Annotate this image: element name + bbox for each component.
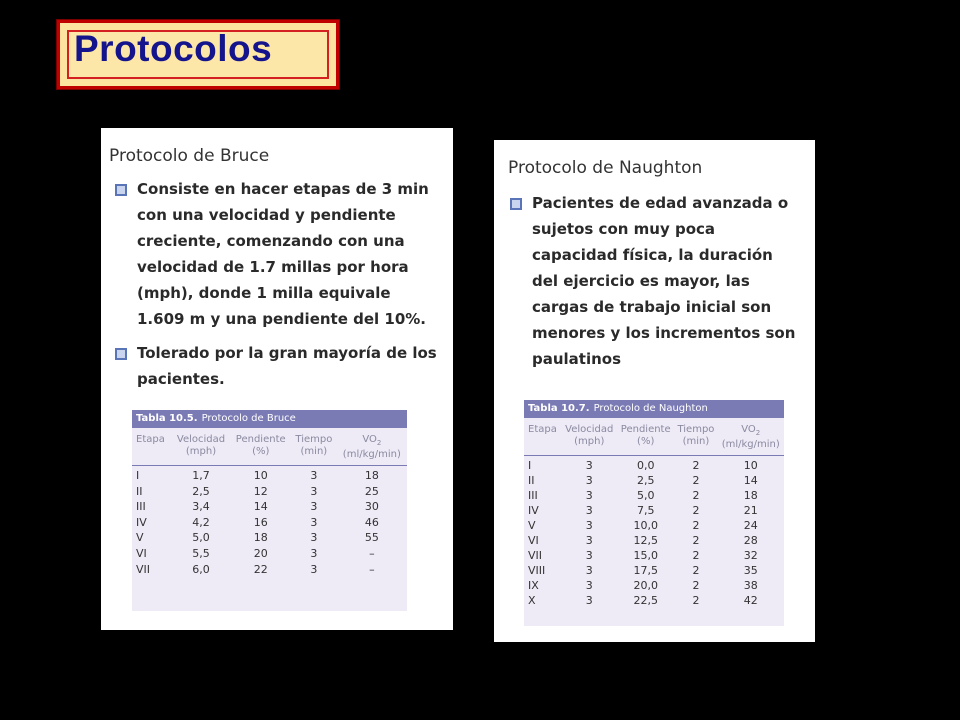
- table-cell: 55: [364, 531, 379, 545]
- table-cell: 3: [310, 562, 318, 576]
- bullet-text: Consiste en hacer etapas de 3 min con una velocidad y pendiente creciente, comenzando con una velocidad de 1.7 millas por hora (mph), donde 1 milla equivale 1.609 m y una pendiente del 10%.: [137, 180, 429, 328]
- table-cell: 16: [253, 515, 268, 529]
- table-cell: 18: [743, 489, 758, 502]
- table-row: [132, 530, 407, 546]
- table-caption-text: Protocolo de Naughton: [593, 403, 708, 414]
- title-box: [57, 20, 339, 89]
- table-cell: 2: [692, 594, 700, 607]
- table-cell: IX: [528, 579, 539, 592]
- table-cell: 2: [692, 504, 700, 517]
- table-cell: I: [528, 459, 532, 472]
- naughton-bullet-list: [508, 190, 803, 380]
- bruce-bullet: [113, 176, 438, 332]
- table-cell: 3: [585, 549, 593, 562]
- column-name: Tiempo: [677, 424, 715, 435]
- naughton-heading: Protocolo de Naughton: [508, 158, 703, 178]
- table-cell: 35: [743, 564, 758, 577]
- table-row: [524, 578, 784, 593]
- column-header: [617, 418, 674, 456]
- table-cell: 14: [253, 500, 268, 514]
- table-cell: 28: [743, 534, 758, 547]
- table-cell: V: [136, 531, 144, 545]
- table-cell: IV: [528, 504, 539, 517]
- column-header: [230, 428, 291, 466]
- table-cell: 3,4: [192, 500, 210, 514]
- table-cell: 25: [364, 484, 379, 498]
- naughton-bullet: [508, 190, 803, 372]
- table-cell: 3: [310, 500, 318, 514]
- table-row: [132, 515, 407, 531]
- naughton-panel: [494, 140, 815, 642]
- table-cell: 3: [585, 504, 593, 517]
- table-row: [524, 533, 784, 548]
- data-table: [132, 428, 407, 577]
- table-row: [132, 562, 407, 578]
- column-header: [524, 418, 561, 456]
- column-name: Pendiente: [235, 434, 286, 445]
- column-unit: (%): [252, 446, 270, 457]
- table-cell: VI: [528, 534, 539, 547]
- table-cell: II: [136, 484, 143, 498]
- table-cell: VII: [136, 562, 151, 576]
- table-number: Tabla 10.5.: [136, 413, 198, 424]
- table-body: [524, 418, 784, 626]
- bruce-bullet-list: [113, 176, 438, 400]
- table-cell: 10,0: [633, 519, 658, 532]
- table-cell: 2: [692, 579, 700, 592]
- table-row: [524, 563, 784, 578]
- table-caption: [524, 400, 784, 418]
- table-row: [524, 456, 784, 474]
- table-cell: 46: [364, 515, 379, 529]
- column-header: [674, 418, 717, 456]
- table-caption: [132, 410, 407, 428]
- table-cell: 24: [743, 519, 758, 532]
- table-number: Tabla 10.7.: [528, 403, 590, 414]
- table-cell: 38: [743, 579, 758, 592]
- table-cell: 2: [692, 519, 700, 532]
- table-cell: 3: [585, 534, 593, 547]
- table-row: [524, 473, 784, 488]
- slide-title: Protocolos: [74, 28, 273, 69]
- table-row: [132, 499, 407, 515]
- table-cell: 20: [253, 546, 268, 560]
- table-row: [524, 518, 784, 533]
- table-row: [132, 466, 407, 484]
- column-name: VO: [741, 424, 756, 435]
- table-cell: 22: [253, 562, 268, 576]
- table-cell: 3: [310, 469, 318, 482]
- table-cell: 3: [585, 594, 593, 607]
- table-cell: –: [369, 562, 375, 576]
- table-cell: 7,5: [636, 504, 655, 517]
- column-name: Etapa: [528, 424, 557, 435]
- table-row: [524, 488, 784, 503]
- bullet-text: Tolerado por la gran mayoría de los pacientes.: [137, 344, 437, 388]
- column-name: VO: [362, 434, 377, 445]
- column-header: $VO_2$ (ml/kg/min): [718, 418, 785, 456]
- column-unit: (ml/kg/min): [721, 439, 780, 450]
- table-cell: VIII: [528, 564, 546, 577]
- column-header: [561, 418, 617, 456]
- table-row: [524, 593, 784, 608]
- table-cell: 10: [253, 469, 268, 482]
- table-cell: 42: [743, 594, 758, 607]
- bullet-text: Pacientes de edad avanzada o sujetos con muy poca capacidad física, la duración del ejercicio es mayor, las cargas de trabajo inicial son menores y los incrementos son paulatinos: [532, 194, 796, 368]
- table-cell: 2: [692, 564, 700, 577]
- table-cell: 2,5: [636, 474, 655, 487]
- table-cell: 14: [743, 474, 758, 487]
- table-cell: –: [369, 546, 375, 560]
- column-unit: (ml/kg/min): [342, 449, 401, 460]
- table-cell: IV: [136, 515, 147, 529]
- table-cell: 3: [310, 515, 318, 529]
- table-cell: 20,0: [633, 579, 658, 592]
- square-bullet-icon: [510, 198, 522, 210]
- table-cell: VII: [528, 549, 543, 562]
- table-cell: 3: [585, 564, 593, 577]
- table-cell: III: [528, 489, 538, 502]
- column-header: [172, 428, 231, 466]
- table-row: [524, 503, 784, 518]
- table-row: [132, 546, 407, 562]
- column-name: Velocidad: [176, 434, 226, 445]
- column-name: Tiempo: [295, 434, 333, 445]
- table-row: [132, 484, 407, 500]
- column-name: Pendiente: [620, 424, 671, 435]
- square-bullet-icon: [115, 184, 127, 196]
- column-unit: (min): [682, 436, 710, 447]
- table-cell: 2: [692, 459, 700, 472]
- table-cell: 1,7: [192, 469, 210, 482]
- table-cell: 12,5: [633, 534, 658, 547]
- table-cell: 2: [692, 489, 700, 502]
- table-cell: 3: [585, 519, 593, 532]
- bruce-panel: [101, 128, 453, 630]
- table-cell: 3: [585, 474, 593, 487]
- table-cell: 15,0: [633, 549, 658, 562]
- table-cell: 12: [253, 484, 268, 498]
- column-header: [132, 428, 172, 466]
- table-cell: 2: [692, 549, 700, 562]
- column-header: [291, 428, 337, 466]
- table-cell: 17,5: [633, 564, 658, 577]
- table-cell: 21: [743, 504, 758, 517]
- table-cell: 5,5: [192, 546, 210, 560]
- column-unit: (mph): [185, 446, 217, 457]
- table-cell: 18: [253, 531, 268, 545]
- table-cell: 22,5: [633, 594, 658, 607]
- table-cell: 18: [364, 469, 379, 482]
- table-cell: 2,5: [192, 484, 210, 498]
- table-cell: II: [528, 474, 535, 487]
- table-cell: I: [136, 469, 140, 482]
- table-header-row: [132, 428, 407, 466]
- table-cell: 5,0: [636, 489, 655, 502]
- naughton-table: [524, 400, 784, 626]
- table-cell: III: [136, 500, 146, 514]
- bruce-bullet: [113, 340, 438, 392]
- table-cell: 0,0: [636, 459, 655, 472]
- table-cell: 5,0: [192, 531, 210, 545]
- table-cell: 3: [585, 459, 593, 472]
- column-name: Etapa: [136, 434, 165, 445]
- table-caption-text: Protocolo de Bruce: [201, 413, 296, 424]
- table-header-row: [524, 418, 784, 456]
- column-unit: (%): [637, 436, 655, 447]
- column-header: $VO_2$ (ml/kg/min): [337, 428, 407, 466]
- table-cell: 10: [743, 459, 758, 472]
- square-bullet-icon: [115, 348, 127, 360]
- table-cell: 6,0: [192, 562, 210, 576]
- table-cell: 30: [364, 500, 379, 514]
- table-cell: 4,2: [192, 515, 210, 529]
- column-name: Velocidad: [565, 424, 614, 435]
- table-cell: 3: [310, 546, 318, 560]
- data-table: [524, 418, 784, 608]
- table-cell: 3: [310, 531, 318, 545]
- table-cell: V: [528, 519, 536, 532]
- bruce-table: [132, 410, 407, 611]
- table-cell: 32: [743, 549, 758, 562]
- table-row: [524, 548, 784, 563]
- table-cell: 3: [585, 579, 593, 592]
- bruce-heading: Protocolo de Bruce: [109, 146, 270, 166]
- table-cell: 3: [585, 489, 593, 502]
- column-unit: (min): [300, 446, 328, 457]
- table-cell: 3: [310, 484, 318, 498]
- table-cell: X: [528, 594, 536, 607]
- table-cell: VI: [136, 546, 147, 560]
- table-cell: 2: [692, 534, 700, 547]
- table-body: [132, 428, 407, 611]
- table-cell: 2: [692, 474, 700, 487]
- column-unit: (mph): [574, 436, 605, 447]
